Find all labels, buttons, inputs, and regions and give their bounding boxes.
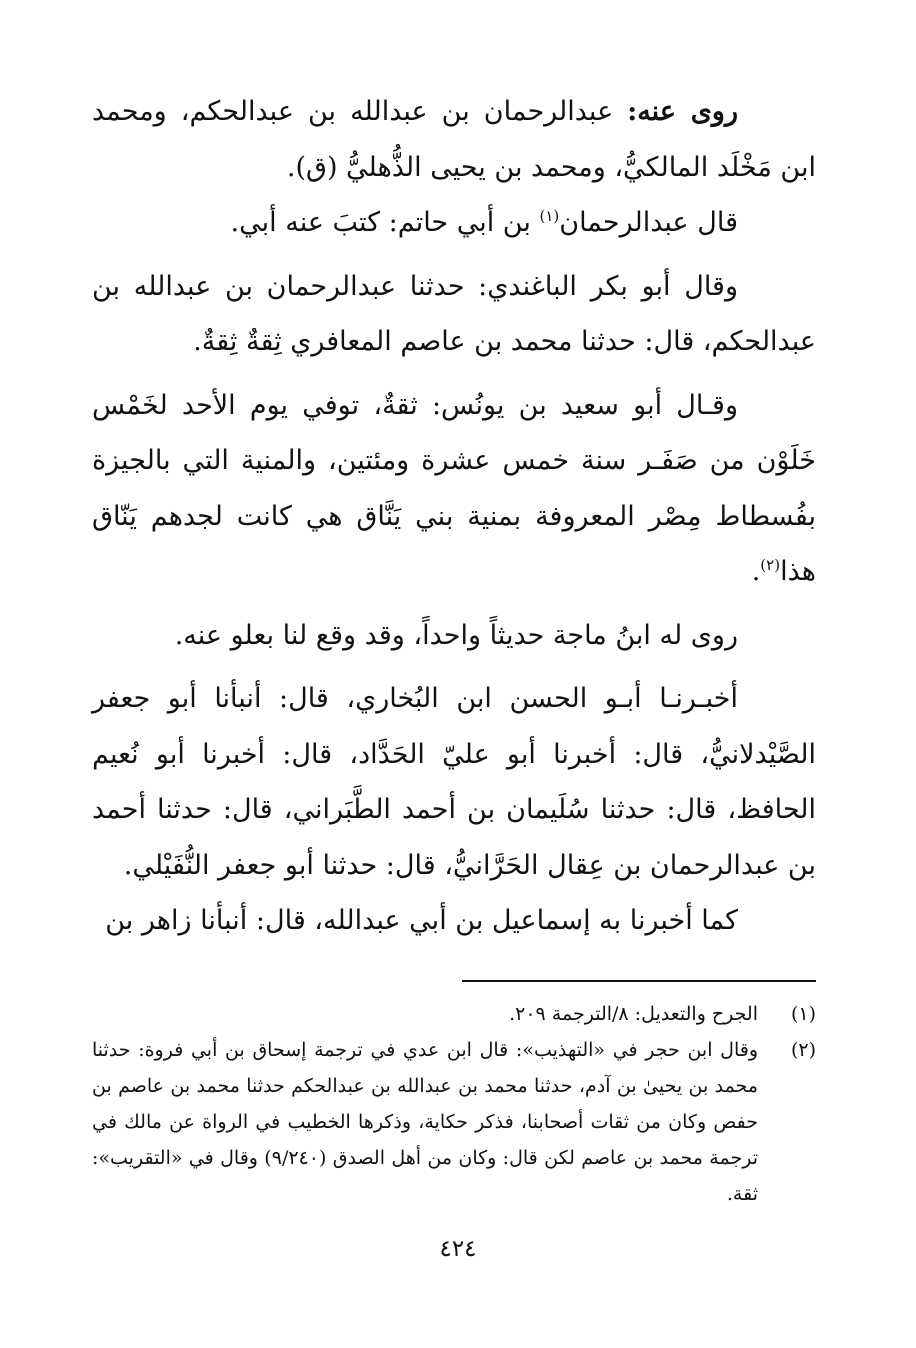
narrators-text: عبدالرحمان بن عبدالله بن عبدالحكم، ومحمد ابن مَخْلَد المالكيُّ، ومحمد بن يحيى الذُّهليُّ (ق).	[92, 96, 816, 183]
paragraph-narrators	[92, 84, 816, 195]
main-text	[92, 84, 816, 949]
abi-hatim-text-start: قال عبدالرحمان	[559, 207, 738, 238]
footnote-marker-1: (١)	[539, 207, 560, 225]
paragraph-ibn-majah: روى له ابنُ ماجة حديثاً واحداً، وقد وقع لنا بعلو عنه.	[174, 619, 738, 651]
ibn-yunus-text-start: وقـال أبو سعيد بن يونُس: ثقةٌ، توفي يوم الأحد لخَمْس خَلَوْن من صَفَـر سنة خمس عشرة ومئتين، والمنية التي بالجيزة بفُسطاط مِصْر المعروفة بمنية بني يَنَّاق هي كانت لجدهم يَنّاق هذا	[92, 389, 816, 587]
abi-hatim-text-end: بن أبي حاتم: كتبَ عنه أبي.	[230, 207, 540, 238]
page-number: ٤٢٤	[439, 1236, 477, 1262]
paragraph-baghandi: وقال أبو بكر الباغندي: حدثنا عبدالرحمان بن عبدالله بن عبدالحكم، قال: حدثنا محمد بن عاصم المعافري ثِقةٌ ثِقةٌ.	[92, 270, 816, 357]
footnote-divider	[462, 980, 816, 982]
paragraph-ibn-yunus	[92, 378, 816, 600]
footnote-marker-2: (٢)	[760, 556, 781, 574]
footnote-text: وقال ابن حجر في «التهذيب»: قال ابن عدي في ترجمة إسحاق بن أبي فروة: حدثنا محمد بن يحيىٰ بن آدم، حدثنا محمد بن عبدالله بن عبدالحكم حدثنا محمد بن عاصم بن حفص وكان من ثقات أصحابنا، فذكر حكاية، وذكرها الخطيب في الرواة عن مالك في ترجمة محمد بن عاصم لكن قال: وكان من أهل الصدق (٩/٢٤٠) وقال في «التقريب»: ثقة.	[92, 1039, 758, 1205]
paragraph-abi-hatim	[92, 195, 816, 251]
footnote-item-1	[92, 996, 816, 1032]
ibn-yunus-text-end: .	[751, 556, 761, 587]
footnote-text: الجرح والتعديل: ٨/الترجمة ٢٠٩.	[509, 1003, 758, 1025]
paragraph-isnad-2: كما أخبرنا به إسماعيل بن أبي عبدالله، قال: أنبأنا زاهر بن	[105, 905, 738, 936]
footnotes	[92, 996, 816, 1212]
narrators-label: روى عنه:	[627, 96, 738, 127]
footnote-number: (١)	[790, 1003, 816, 1025]
footnote-number: (٢)	[790, 1039, 816, 1061]
paragraph-isnad-1: أخبـرنـا أبـو الحسن ابن البُخاري، قال: أنبأنا أبو جعفر الصَّيْدلانيُّ، قال: أخبرنا أبو عليّ الحَدَّاد، قال: أخبرنا أبو نُعيم الحافظ، قال: حدثنا سُلَيمان بن أحمد الطَّبَراني، قال: حدثنا أحمد بن عبدالرحمان بن عِقال الحَرَّانيُّ، قال: حدثنا أبو جعفر النُّفَيْلي.	[92, 683, 816, 881]
footnote-item-2	[92, 1032, 816, 1212]
